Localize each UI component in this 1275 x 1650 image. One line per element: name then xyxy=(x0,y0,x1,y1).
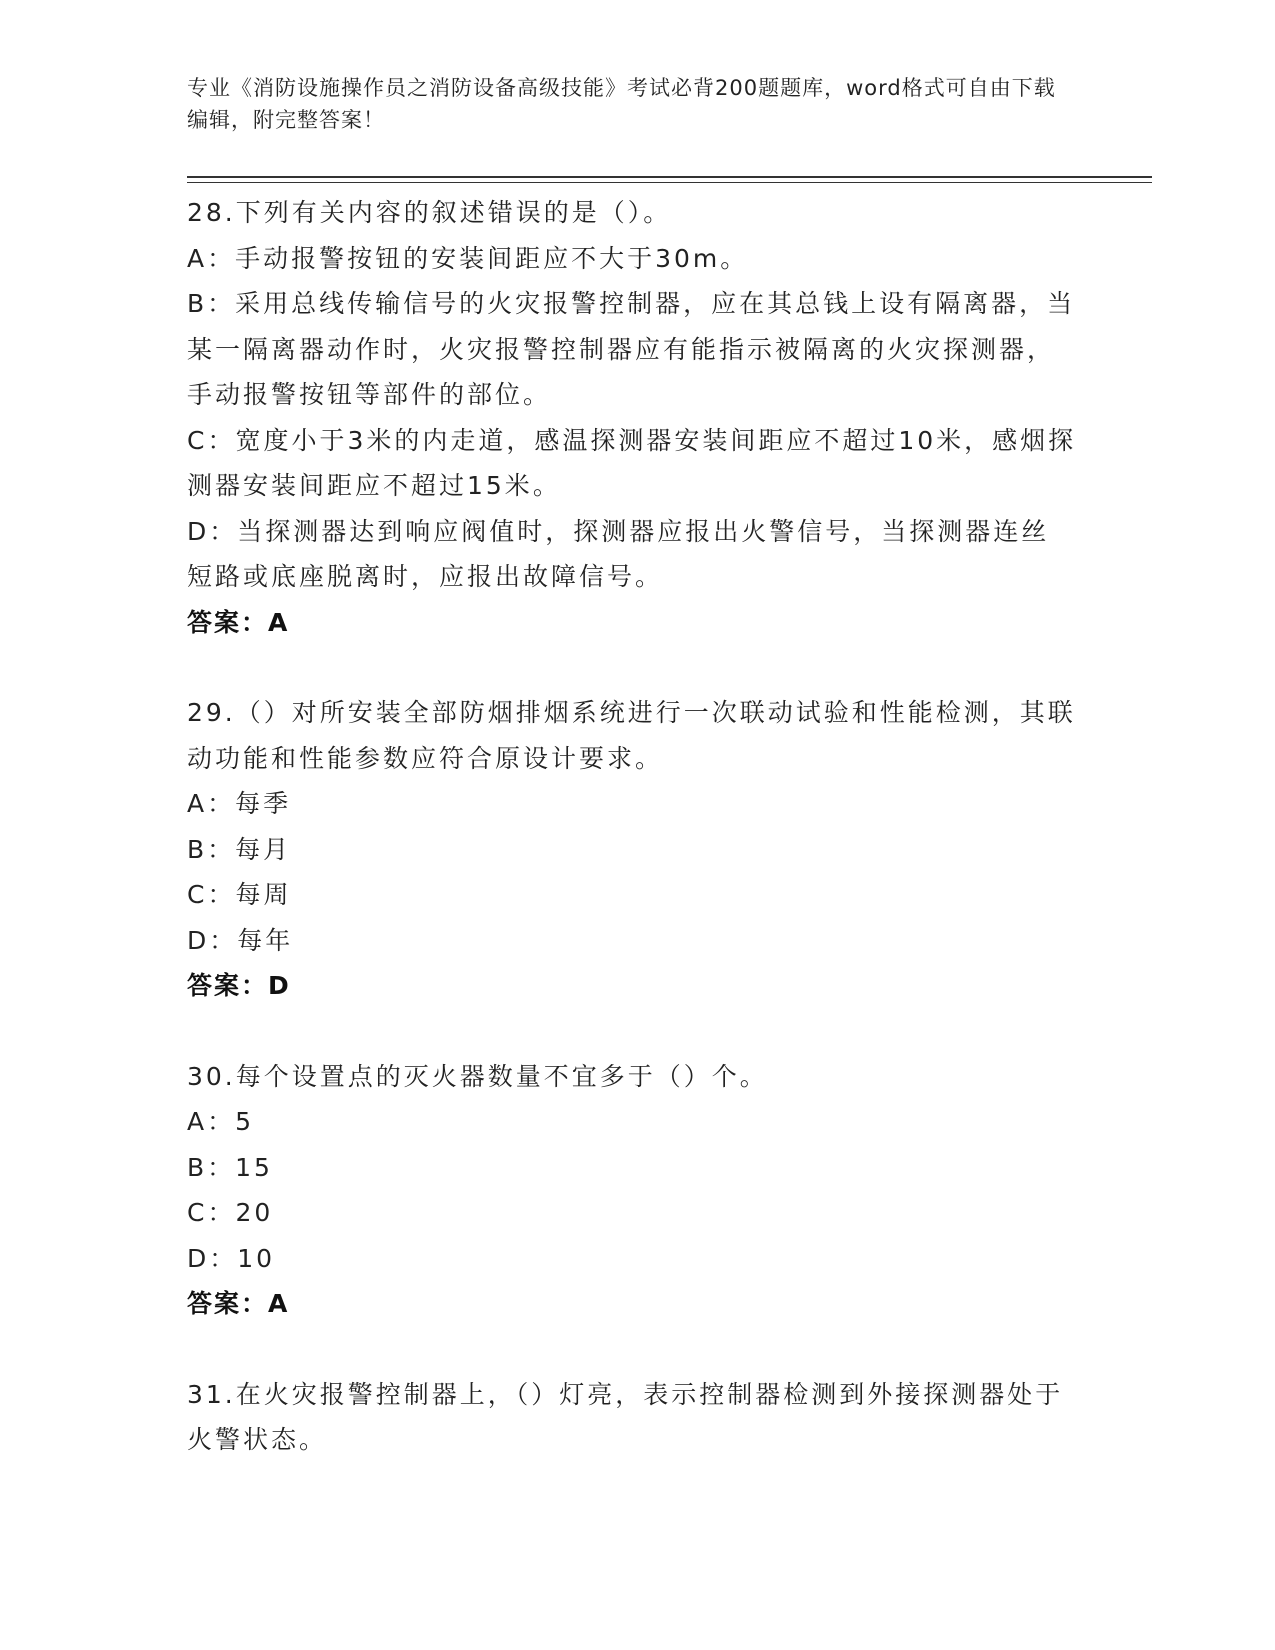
question-stem: 30.每个设置点的灭火器数量不宜多于（）个。 xyxy=(187,1061,768,1091)
header-divider-thick xyxy=(187,176,1152,178)
question-list xyxy=(187,190,1077,1463)
option-d: D：当探测器达到响应阀值时，探测器应报出火警信号，当探测器连丝短路或底座脱离时，应报出故障信号。 xyxy=(187,516,1050,591)
answer-line: 答案：A xyxy=(187,607,290,637)
option-c: C：20 xyxy=(187,1198,274,1227)
question-29 xyxy=(187,690,1077,1009)
option-b: B：15 xyxy=(187,1152,273,1182)
answer-line: 答案：A xyxy=(187,1289,290,1318)
option-b: B：每月 xyxy=(187,834,292,864)
option-b: B：采用总线传输信号的火灾报警控制器，应在其总钱上设有隔离器，当某一隔离器动作时，火灾报警控制器应有能指示被隔离的火灾探测器，手动报警按钮等部件的部位。 xyxy=(187,289,1076,409)
answer-line: 答案：D xyxy=(187,971,291,1000)
question-stem: 31.在火灾报警控制器上，（）灯亮，表示控制器检测到外接探测器处于火警状态。 xyxy=(187,1379,1064,1454)
option-d: D：10 xyxy=(187,1243,276,1273)
question-31 xyxy=(187,1372,1077,1463)
option-c: C：宽度小于3米的内走道，感温探测器安装间距应不超过10米，感烟探测器安装间距应不超过15米。 xyxy=(187,425,1077,500)
question-stem: 29.（）对所安装全部防烟排烟系统进行一次联动试验和性能检测，其联动功能和性能参数应符合原设计要求。 xyxy=(187,698,1076,773)
option-c: C：每周 xyxy=(187,880,292,909)
page-header: 专业《消防设施操作员之消防设备高级技能》考试必背200题题库，word格式可自由下载编辑，附完整答案！ xyxy=(187,76,1056,132)
option-a: A：5 xyxy=(187,1107,255,1136)
question-stem: 28.下列有关内容的叙述错误的是（）。 xyxy=(187,198,672,227)
option-d: D：每年 xyxy=(187,925,294,955)
option-a: A：手动报警按钮的安装间距应不大于30m。 xyxy=(187,243,749,273)
header-divider-thin xyxy=(187,182,1152,183)
question-28 xyxy=(187,190,1077,645)
option-a: A：每季 xyxy=(187,789,292,818)
question-30 xyxy=(187,1054,1077,1327)
